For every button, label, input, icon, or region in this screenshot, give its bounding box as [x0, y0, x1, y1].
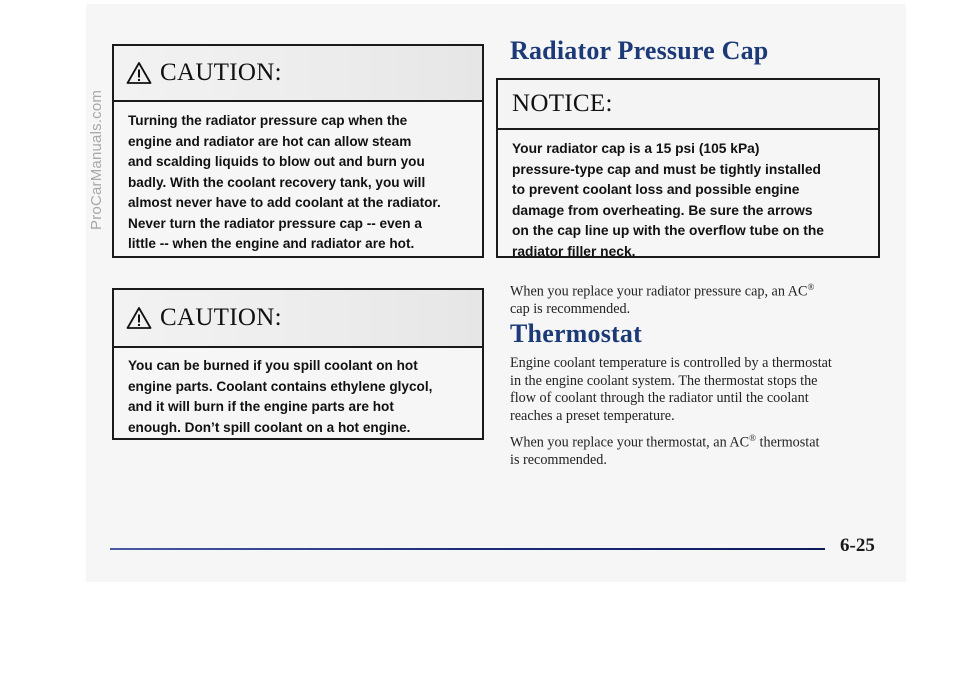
caution-line: little -- when the engine and radiator are hot.: [128, 236, 415, 251]
page-number: 6-25: [840, 535, 875, 556]
caution-body: [114, 348, 482, 438]
thermostat-replace-paragraph: [510, 430, 819, 470]
warning-triangle-icon: [126, 61, 152, 85]
paragraph-line: in the engine coolant system. The thermostat stops the: [510, 372, 818, 389]
caution-header: [114, 290, 482, 348]
notice-line: to prevent coolant loss and possible engine: [512, 182, 800, 198]
section-title-thermostat: Thermostat: [510, 319, 642, 348]
notice-box: [496, 78, 880, 258]
section-title-radiator-cap: Radiator Pressure Cap: [510, 36, 769, 65]
radiator-cap-paragraph: [510, 279, 814, 319]
paragraph-line: When you replace your radiator pressure cap, an AC®: [510, 282, 815, 300]
registered-mark: ®: [749, 433, 756, 443]
caution-line: engine parts. Coolant contains ethylene glycol,: [128, 378, 433, 394]
caution-line: enough. Don’t spill coolant on a hot engine.: [128, 419, 411, 435]
notice-line: damage from overheating. Be sure the arrows: [512, 202, 813, 218]
caution-line: Never turn the radiator pressure cap -- even a: [128, 215, 422, 231]
caution-box-coolant: [112, 288, 484, 440]
watermark: ProCarManuals.com: [88, 89, 105, 230]
notice-header: [498, 80, 878, 130]
warning-triangle-icon: [126, 306, 152, 330]
caution-line: and it will burn if the engine parts are hot: [128, 399, 394, 414]
registered-mark: ®: [807, 282, 815, 292]
notice-heading: NOTICE:: [512, 90, 613, 117]
caution-body: [114, 102, 482, 255]
caution-line: almost never have to add coolant at the radiator.: [128, 195, 441, 210]
caution-header: [114, 46, 482, 102]
notice-line: Your radiator cap is a 15 psi (105 kPa): [512, 141, 760, 156]
footer-rule: [110, 548, 825, 550]
notice-body: [498, 130, 878, 263]
paragraph-line: Engine coolant temperature is controlled by a thermostat: [510, 355, 832, 371]
paragraph-line: cap is recommended.: [510, 301, 631, 318]
caution-line: and scalding liquids to blow out and burn you: [128, 154, 425, 169]
caution-line: engine and radiator are hot can allow steam: [128, 133, 412, 149]
caution-box-radiator-cap: [112, 44, 484, 258]
caution-heading: CAUTION:: [160, 304, 282, 331]
caution-heading: CAUTION:: [160, 59, 282, 86]
caution-line: Turning the radiator pressure cap when the: [128, 113, 408, 128]
notice-line: radiator filler neck.: [512, 243, 636, 259]
caution-line: You can be burned if you spill coolant on hot: [128, 358, 418, 373]
paragraph-line: reaches a preset temperature.: [510, 407, 675, 424]
notice-line: pressure-type cap and must be tightly installed: [512, 161, 821, 177]
paragraph-line: When you replace your thermostat, an AC® thermostat: [510, 433, 820, 451]
paragraph-line: is recommended.: [510, 452, 607, 469]
paragraph-line: flow of coolant through the radiator until the coolant: [510, 390, 809, 407]
caution-line: badly. With the coolant recovery tank, you will: [128, 174, 426, 190]
notice-line: on the cap line up with the overflow tube on the: [512, 223, 824, 239]
thermostat-paragraph: [510, 355, 832, 425]
